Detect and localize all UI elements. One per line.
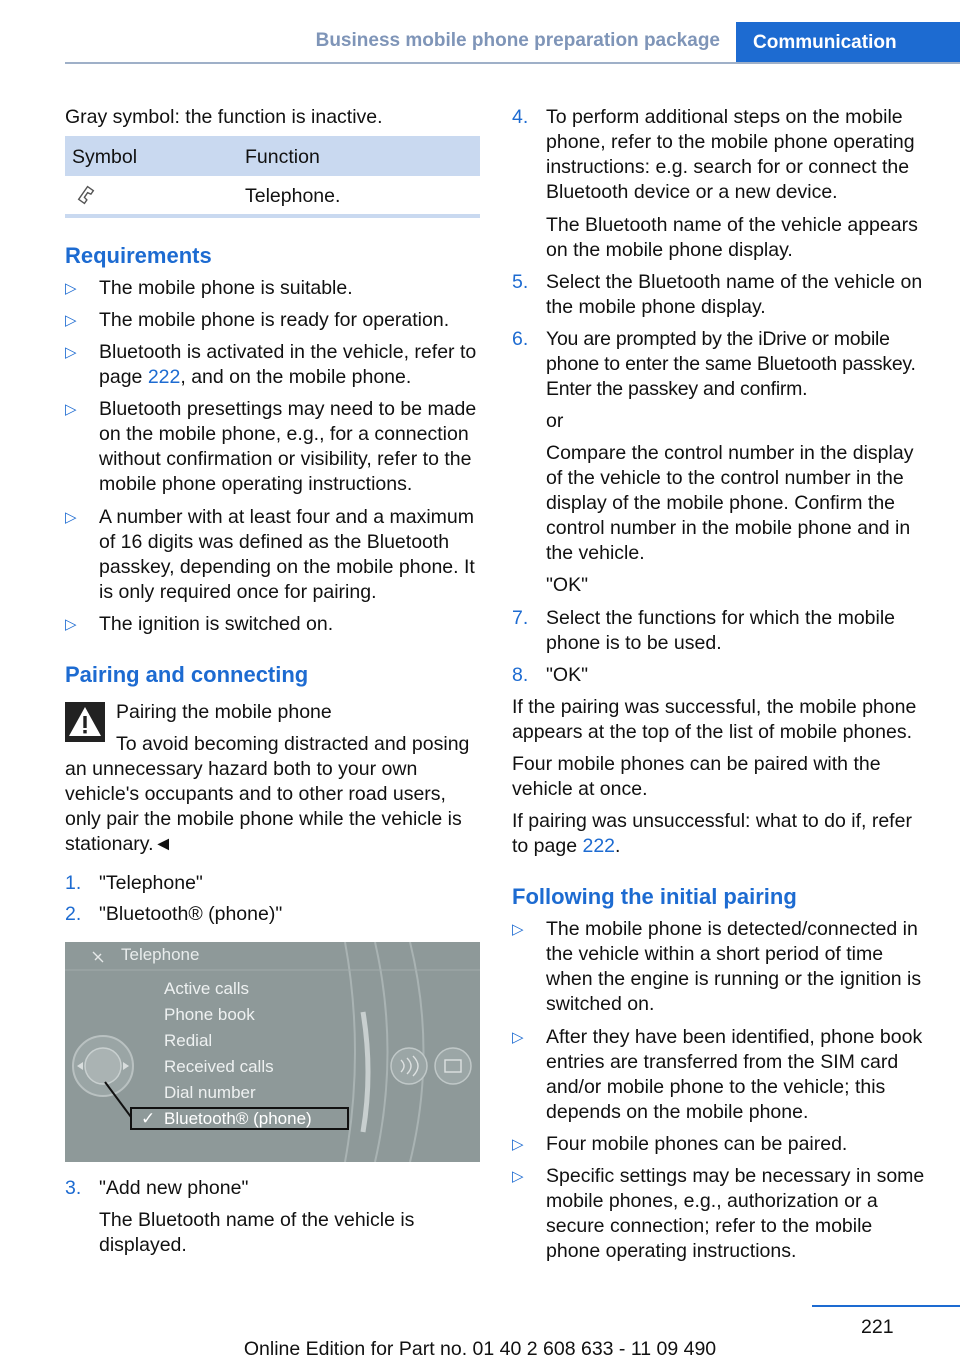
edition-footer: Online Edition for Part no. 01 40 2 608 633 - 11 09 490: [243, 1338, 717, 1360]
paragraph: Four mobile phones can be paired with the vehicle at once.: [512, 753, 881, 800]
bullet-triangle-icon: ▷: [65, 401, 77, 418]
step-text: "Telephone": [99, 872, 203, 894]
list-item-text: The mobile phone is detected/connected in the vehicle within a short period of time when the engine is running or the ignition is switched on.: [546, 918, 922, 1015]
footer-divider: [812, 1305, 960, 1307]
bullet-triangle-icon: ▷: [65, 616, 77, 633]
running-header-section: Business mobile phone preparation package: [315, 30, 720, 51]
table-col-function: Function: [245, 146, 320, 168]
table-header: [65, 136, 480, 176]
requirements-heading: Requirements: [65, 243, 212, 268]
step-subtext: The Bluetooth name of the vehicle appears on the mobile phone display.: [546, 214, 918, 261]
checkmark-icon: ✓: [141, 1109, 156, 1128]
step-number: 7.: [512, 607, 529, 629]
step-text: "OK": [546, 664, 589, 686]
warning-text: To avoid becoming distracted and posing an unnecessary hazard both to your own vehicle's occupants and to other road users, only pair the mobile phone while the vehicle is stationary.◄: [65, 733, 470, 855]
telephone-icon: [75, 184, 97, 212]
step-text: "Add new phone": [99, 1177, 249, 1199]
menu-item-dial-number[interactable]: Dial number: [164, 1083, 256, 1102]
table-bottom-rule: [65, 214, 480, 218]
step-number: 3.: [65, 1177, 82, 1199]
page-number: 221: [861, 1316, 894, 1338]
list-item-text: The ignition is switched on.: [99, 613, 334, 635]
idrive-screenshot: [65, 942, 480, 1162]
table-cell-function: Telephone.: [245, 185, 341, 207]
list-item-text: After they have been identified, phone book entries are transferred from the SIM card and/or mobile phone to the vehicle; this depends on the mobile phone.: [546, 1026, 923, 1123]
warning-title: Pairing the mobile phone: [116, 701, 332, 723]
step-number: 2.: [65, 903, 82, 925]
chapter-tab[interactable]: Communication: [736, 22, 960, 64]
bullet-triangle-icon: ▷: [65, 312, 77, 329]
list-item-text: The mobile phone is ready for operation.: [99, 309, 450, 331]
menu-item-phone-book[interactable]: Phone book: [164, 1005, 255, 1024]
bullet-triangle-icon: ▷: [512, 1168, 524, 1185]
following-pairing-heading: Following the initial pairing: [512, 884, 797, 909]
bullet-triangle-icon: ▷: [65, 509, 77, 526]
step-text: "Bluetooth® (phone)": [99, 903, 283, 925]
list-item-text: Bluetooth presettings may need to be made on the mobile phone, e.g., for a connection without confirmation or visibility, refer to the mobile phone operating instructions.: [99, 398, 477, 495]
step-number: 6.: [512, 328, 529, 350]
step-text: Select the Bluetooth name of the vehicle on the mobile phone display.: [546, 271, 923, 318]
screen-title: Telephone: [121, 945, 200, 964]
step-text: To perform additional steps on the mobile phone, refer to the mobile phone operating instructions: e.g. search for or connect the Bluetooth device or a new device.: [546, 106, 915, 203]
table-col-symbol: Symbol: [72, 146, 138, 168]
bullet-triangle-icon: ▷: [512, 921, 524, 938]
table-row: [65, 176, 480, 214]
step-subtext: The Bluetooth name of the vehicle is displayed.: [99, 1209, 415, 1256]
bullet-triangle-icon: ▷: [65, 344, 77, 361]
step-text: You are prompted by the iDrive or mobile phone to enter the same Bluetooth passkey. Enter the passkey and confirm.: [546, 328, 916, 400]
paragraph: If pairing was unsuccessful: what to do if, refer to page 222.: [512, 810, 912, 857]
intro-text: Gray symbol: the function is inactive.: [65, 106, 383, 128]
bullet-triangle-icon: ▷: [512, 1029, 524, 1046]
list-item-text: The mobile phone is suitable.: [99, 277, 353, 299]
header-divider: [65, 62, 960, 64]
step-number: 1.: [65, 872, 82, 894]
bullet-triangle-icon: ▷: [65, 280, 77, 297]
page-link[interactable]: 222: [582, 835, 616, 857]
pairing-heading: Pairing and connecting: [65, 662, 309, 687]
symbol-table: [65, 136, 480, 218]
step-subtext: "OK": [546, 574, 589, 596]
menu-item-bluetooth-phone[interactable]: Bluetooth® (phone): [164, 1109, 312, 1128]
step-number: 8.: [512, 664, 529, 686]
list-item-text: Four mobile phones can be paired.: [546, 1133, 848, 1155]
step-subtext: Compare the control number in the display of the vehicle to the control number in the display of the mobile phone. Confirm the control number in the mobile phone and in the vehicle.: [546, 442, 914, 564]
menu-item-received-calls[interactable]: Received calls: [164, 1057, 274, 1076]
list-item-text: A number with at least four and a maximum of 16 digits was defined as the Bluetooth passkey, depending on the mobile phone. It is only required once for pairing.: [99, 506, 475, 603]
step-subtext: or: [546, 410, 564, 432]
step-text: Select the functions for which the mobile phone is to be used.: [546, 607, 896, 654]
list-item-text: Bluetooth is activated in the vehicle, refer to page 222, and on the mobile phone.: [99, 341, 477, 388]
step-number: 5.: [512, 271, 529, 293]
list-item-text: Specific settings may be necessary in some mobile phones, e.g., authorization or a secure connection; refer to the mobile phone operating instructions.: [546, 1165, 925, 1262]
menu-item-active-calls[interactable]: Active calls: [164, 979, 250, 998]
bullet-triangle-icon: ▷: [512, 1136, 524, 1153]
paragraph: If the pairing was successful, the mobile phone appears at the top of the list of mobile phones.: [512, 696, 917, 743]
menu-item-redial[interactable]: Redial: [164, 1031, 213, 1050]
step-number: 4.: [512, 106, 529, 128]
page-link[interactable]: 222: [147, 366, 181, 388]
